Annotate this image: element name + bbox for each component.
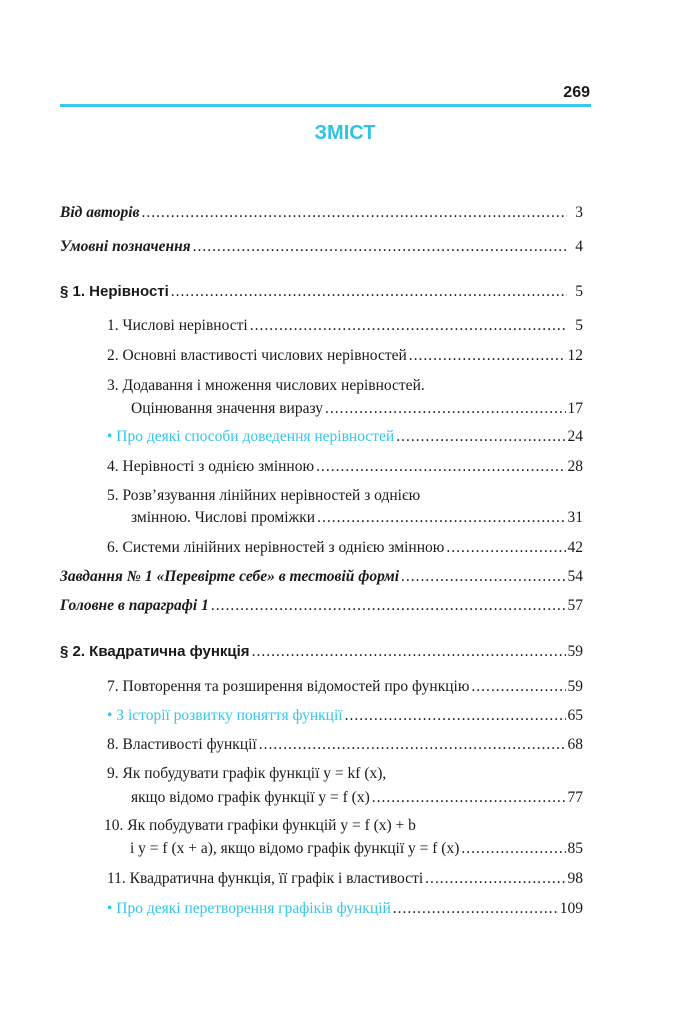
- toc-entry-text: • З історії розвитку поняття функції: [107, 707, 343, 724]
- leader-dots: [396, 427, 565, 447]
- toc-page-number: 54: [567, 568, 583, 585]
- toc-entry-4[interactable]: [107, 457, 583, 477]
- toc-entry-1[interactable]: [107, 316, 583, 336]
- toc-entry-text: якщо відомо графік функції y = f (x): [131, 789, 370, 806]
- leader-dots: [425, 869, 565, 889]
- toc-bonus-1[interactable]: [107, 427, 583, 447]
- toc-entry-text: Умовні позначення: [60, 238, 191, 255]
- page-number: 269: [563, 84, 590, 101]
- toc-task-1[interactable]: [60, 567, 583, 587]
- leader-dots: [325, 399, 566, 419]
- leader-dots: [401, 567, 565, 587]
- toc-entry-text: • Про деякі способи доведення нерівностей: [107, 428, 395, 445]
- leader-dots: [316, 457, 565, 477]
- leader-dots: [345, 706, 566, 726]
- toc-entry-text: § 1. Нерівності: [60, 283, 169, 300]
- toc-page-number: 5: [575, 283, 583, 300]
- toc-entry-text: 11. Квадратична функція, її графік і властивості: [107, 870, 424, 887]
- toc-entry-5[interactable]: [131, 508, 583, 528]
- toc-page-number: 65: [567, 707, 583, 724]
- toc-entry-3-line1[interactable]: 3. Додавання і множення числових нерівностей.: [107, 377, 425, 394]
- toc-entry-text: і y = f (x + a), якщо відомо графік функції y = f (x): [130, 840, 460, 857]
- toc-entry-text: Завдання № 1 «Перевірте себе» в тестовій формі: [60, 568, 400, 585]
- toc-bonus-2[interactable]: [107, 706, 583, 726]
- leader-dots: [250, 316, 567, 336]
- toc-entry-10[interactable]: [130, 839, 583, 859]
- toc-entry-text: 1. Числові нерівності: [107, 317, 248, 334]
- toc-entry-5-line1[interactable]: 5. Розв’язування лінійних нерівностей з однією: [107, 487, 421, 504]
- toc-entry-2[interactable]: [107, 346, 583, 366]
- leader-dots: [193, 237, 567, 257]
- leader-dots: [252, 642, 566, 662]
- toc-page-number: 12: [567, 347, 583, 364]
- toc-entry-text: • Про деякі перетворення графіків функцій: [107, 900, 391, 917]
- leader-dots: [446, 538, 565, 558]
- leader-dots: [211, 596, 566, 616]
- toc-page-number: 31: [567, 509, 583, 526]
- toc-page-number: 98: [567, 870, 583, 887]
- toc-entry-3[interactable]: [131, 399, 583, 419]
- toc-entry-text: 6. Системи лінійних нерівностей з однією змінною: [107, 539, 445, 556]
- toc-page-number: 59: [567, 643, 583, 660]
- toc-main-1[interactable]: [60, 596, 583, 616]
- toc-page-number: 5: [575, 317, 583, 334]
- toc-page-number: 85: [567, 840, 583, 857]
- toc-entry-9-line1[interactable]: 9. Як побудувати графік функції y = kf (x),: [107, 765, 387, 782]
- toc-entry-8[interactable]: [107, 735, 583, 755]
- toc-page-number: 77: [567, 789, 583, 806]
- leader-dots: [372, 788, 566, 808]
- toc-section-1[interactable]: [60, 282, 583, 302]
- toc-entry-10-line1[interactable]: 10. Як побудувати графіки функцій y = f (x) + b: [104, 817, 416, 834]
- toc-entry-11[interactable]: [107, 869, 583, 889]
- leader-dots: [141, 203, 567, 223]
- toc-entry-6[interactable]: [107, 538, 583, 558]
- toc-entry-authors[interactable]: [60, 203, 583, 223]
- toc-entry-9[interactable]: [131, 788, 583, 808]
- toc-page-number: 109: [559, 900, 583, 917]
- toc-page-number: 28: [567, 458, 583, 475]
- header-rule: [60, 104, 591, 107]
- leader-dots: [461, 839, 565, 859]
- toc-entry-text: 8. Властивості функції: [107, 736, 257, 753]
- page-title: ЗМІСТ: [314, 122, 376, 144]
- toc-entry-text: Оцінювання значення виразу: [131, 400, 323, 417]
- toc-entry-text: 7. Повторення та розширення відомостей про функцію: [107, 678, 470, 695]
- leader-dots: [317, 508, 565, 528]
- toc-page-number: 57: [567, 597, 583, 614]
- toc-page-number: 59: [567, 678, 583, 695]
- toc-page-number: 24: [567, 428, 583, 445]
- leader-dots: [393, 899, 558, 919]
- leader-dots: [409, 346, 566, 366]
- toc-section-2[interactable]: [60, 642, 583, 662]
- toc-entry-text: § 2. Квадратична функція: [60, 643, 250, 660]
- toc-page-number: 3: [575, 204, 583, 221]
- toc-entry-text: Від авторів: [60, 204, 140, 221]
- leader-dots: [171, 282, 567, 302]
- toc-entry-symbols[interactable]: [60, 237, 583, 257]
- toc-entry-text: змінною. Числові проміжки: [131, 509, 316, 526]
- toc-entry-text: Головне в параграфі 1: [60, 597, 209, 614]
- toc-page-number: 17: [567, 400, 583, 417]
- toc-bonus-3[interactable]: [107, 899, 583, 919]
- leader-dots: [259, 735, 566, 755]
- leader-dots: [471, 677, 565, 697]
- toc-entry-text: 2. Основні властивості числових нерівностей: [107, 347, 407, 364]
- toc-page-number: 42: [567, 539, 583, 556]
- toc-page-number: 68: [567, 736, 583, 753]
- toc-page-number: 4: [575, 238, 583, 255]
- toc-entry-text: 4. Нерівності з однією змінною: [107, 458, 315, 475]
- toc-entry-7[interactable]: [107, 677, 583, 697]
